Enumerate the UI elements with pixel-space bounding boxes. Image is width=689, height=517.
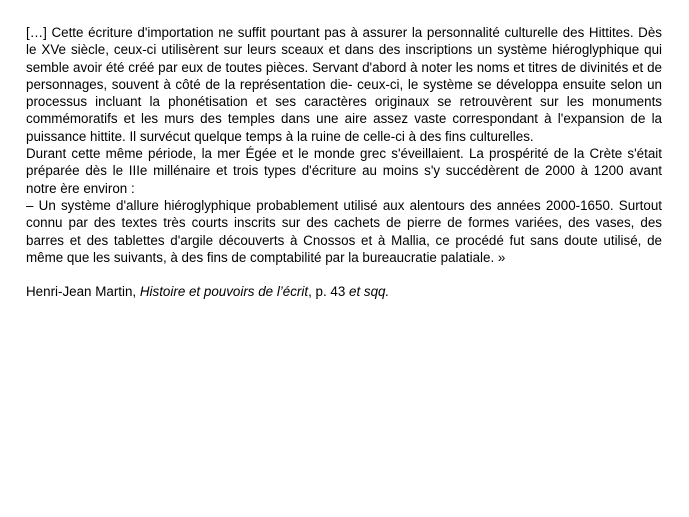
document-page	[26, 24, 662, 300]
citation-title: Histoire et pouvoirs de l’écrit	[139, 284, 309, 300]
citation-page: , p. 43	[308, 284, 350, 300]
citation-separator: ,	[132, 284, 140, 300]
citation-author: Henri-Jean Martin	[26, 284, 133, 300]
excerpt-paragraph-3: – Un système d'allure hiéroglyphique probablement utilisé aux alentours des années 2000-1650. Surtout connu par des textes très courts inscrits sur des cachets de pierre de formes variées, des vases, des barres et des tablettes d'argile découverts à Cnossos et à Mallia, ce procédé fut sans doute utilisé, de même que les suivants, à des fins de comptabilité par la bureaucratie palatiale. »	[26, 197, 662, 265]
citation	[26, 283, 662, 300]
excerpt-paragraph-1: […] Cette écriture d'importation ne suffit pourtant pas à assurer la personnalité culturelle des Hittites. Dès le XVe siècle, ceux-ci utilisèrent sur leurs sceaux et dans des inscriptions un système hiéroglyphique qui semble avoir été créé par eux de toutes pièces. Servant d'abord à noter les noms et titres de divinités et de personnages, souvent à côté de la représentation die- ceux-ci, le système se développa ensuite selon un processus incluant la phonétisation et ses caractères originaux se retrouvèrent sur les monuments commémoratifs et les murs des temples dans une aire assez vaste correspondant à l'expansion de la puissance hittite. Il survécut quelque temps à la ruine de celle-ci à des fins culturelles.	[26, 25, 662, 144]
citation-suffix: et sqq.	[349, 284, 390, 300]
excerpt-paragraph-2: Durant cette même période, la mer Égée et le monde grec s'éveillaient. La prospérité de la Crète s'était préparée dès le IIIe millénaire et trois types d'écriture au moins s'y succédèrent de 2000 à 1200 avant notre ère environ :	[26, 146, 662, 196]
